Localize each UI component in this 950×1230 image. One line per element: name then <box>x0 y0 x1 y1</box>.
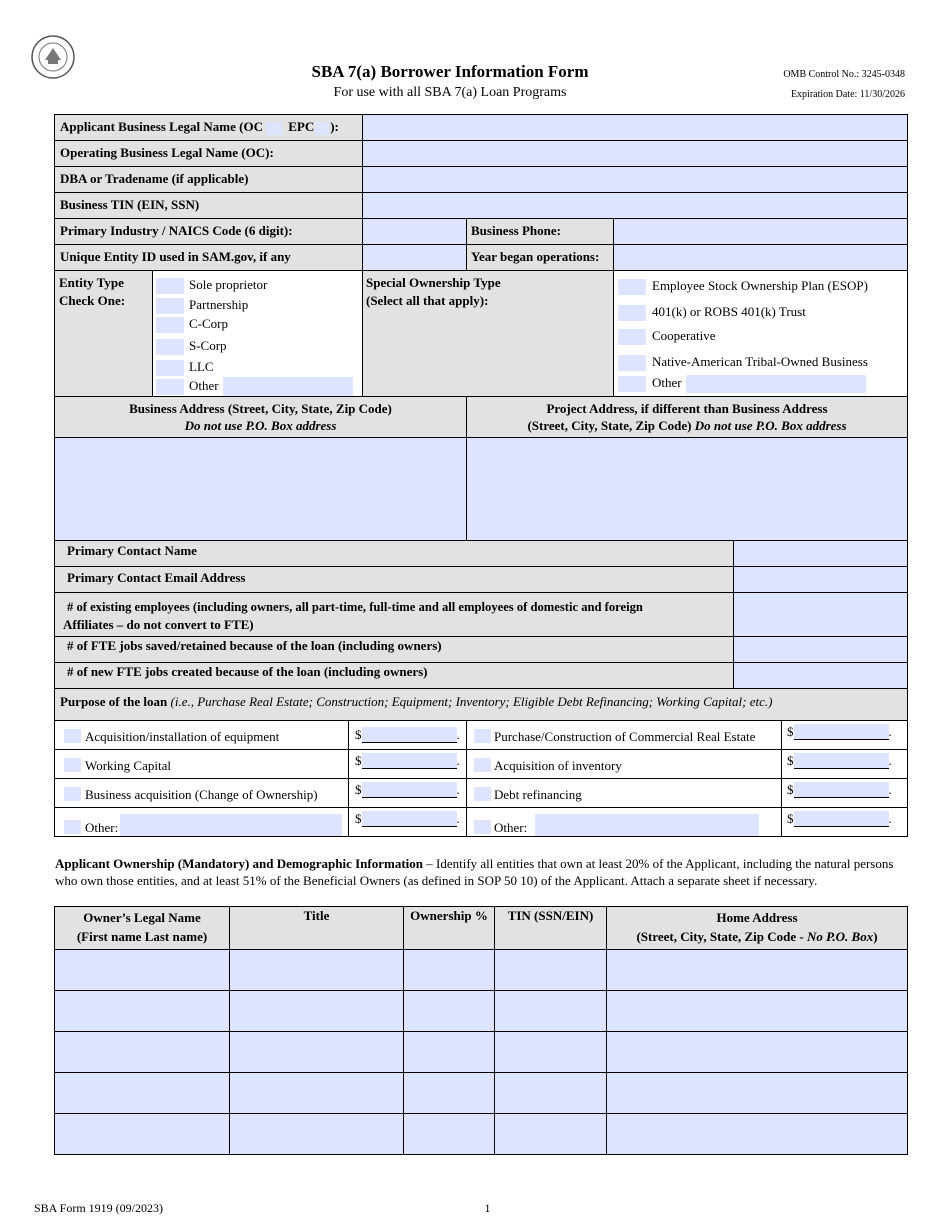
special-ownership-label <box>363 271 614 397</box>
ownership-pct-field[interactable] <box>404 950 495 991</box>
owner-name-header <box>55 907 230 950</box>
entity-option-ccorp[interactable] <box>156 316 228 333</box>
amount-working-capital[interactable] <box>362 753 457 769</box>
owner-title-field[interactable] <box>230 1032 404 1073</box>
purpose-business-acquisition[interactable] <box>55 779 349 808</box>
entity-option-partnership[interactable] <box>156 297 248 314</box>
uei-field[interactable] <box>363 245 467 271</box>
checkbox[interactable] <box>64 729 81 743</box>
amount-equipment-cell: $ . <box>349 721 467 750</box>
purpose-other-right-field[interactable] <box>535 814 759 836</box>
purpose-equipment[interactable] <box>55 721 349 750</box>
legal-name-text-end: ): <box>330 119 339 134</box>
epc-checkbox[interactable] <box>315 122 329 135</box>
currency-symbol: $ <box>355 753 362 768</box>
home-address-field[interactable] <box>607 1114 908 1155</box>
amount-business-acquisition[interactable] <box>362 782 457 798</box>
purpose-other-left[interactable] <box>55 808 349 837</box>
option-label: Working Capital <box>85 758 171 773</box>
owner-name-field[interactable] <box>55 1032 230 1073</box>
amount-real-estate[interactable] <box>794 724 889 740</box>
owner-tin-field[interactable] <box>495 1073 607 1114</box>
owner-name-field[interactable] <box>55 1114 230 1155</box>
omb-control: OMB Control No.: 3245-0348 <box>783 69 905 80</box>
existing-employees-line1: # of existing employees (including owners, all part-time, full-time and all employees of domestic and foreign <box>67 600 643 614</box>
owner-row <box>55 991 908 1032</box>
project-address-label <box>467 397 908 438</box>
special-ownership-options <box>614 271 908 397</box>
home-address-field[interactable] <box>607 991 908 1032</box>
sba-seal <box>30 34 76 80</box>
project-address-line2: (Street, City, State, Zip Code) <box>527 418 692 433</box>
checkbox[interactable] <box>156 379 184 395</box>
option-label: Acquisition of inventory <box>494 758 622 773</box>
special-option-other[interactable] <box>618 375 866 393</box>
purpose-other-left-field[interactable] <box>120 814 342 836</box>
contact-table <box>54 540 908 689</box>
option-label: Other <box>189 377 219 393</box>
form-subtitle: For use with all SBA 7(a) Loan Programs <box>333 85 567 100</box>
home-address-field[interactable] <box>607 1073 908 1114</box>
entity-type-label <box>55 271 153 397</box>
checkbox[interactable] <box>474 729 491 743</box>
ownership-pct-field[interactable] <box>404 1032 495 1073</box>
amount-other-right-cell: $ . <box>782 808 908 837</box>
operating-name-field[interactable] <box>363 141 908 167</box>
amount-debt-refinancing[interactable] <box>794 782 889 798</box>
currency-symbol: $ <box>787 782 794 797</box>
entity-type-table <box>54 270 908 397</box>
project-address-field[interactable] <box>467 438 908 543</box>
owner-title-field[interactable] <box>230 991 404 1032</box>
option-label: 401(k) or ROBS 401(k) Trust <box>652 304 806 319</box>
ownership-table <box>54 906 908 1155</box>
owner-name-field[interactable] <box>55 1073 230 1114</box>
loan-purpose-examples: (i.e., Purchase Real Estate; Construction; Equipment; Inventory; Eligible Debt Refinancing; Working Capital; etc.) <box>170 694 773 709</box>
ownership-pct-field[interactable] <box>404 1114 495 1155</box>
loan-purpose-label: Purpose of the loan <box>60 694 168 709</box>
legal-name-field[interactable] <box>363 115 908 141</box>
owner-name-header-line1: Owner’s Legal Name <box>83 910 201 925</box>
existing-employees-line2: Affiliates – do not convert to FTE) <box>63 617 254 632</box>
option-label: C-Corp <box>189 316 228 331</box>
owner-tin-field[interactable] <box>495 1114 607 1155</box>
amount-other-right[interactable] <box>794 811 889 827</box>
checkbox[interactable] <box>156 278 184 294</box>
existing-employees-field[interactable] <box>734 593 908 637</box>
entity-type-line2: Check One: <box>59 293 126 308</box>
loan-purpose-header <box>55 689 908 721</box>
contact-email-label: Primary Contact Email Address <box>55 567 734 593</box>
owner-tin-field[interactable] <box>495 950 607 991</box>
checkbox[interactable] <box>474 758 491 772</box>
form-id: SBA Form 1919 (09/2023) <box>34 1201 164 1215</box>
checkbox[interactable] <box>618 376 646 392</box>
owner-row <box>55 1073 908 1114</box>
entity-option-llc[interactable] <box>156 359 214 376</box>
ownership-pct-field[interactable] <box>404 1073 495 1114</box>
jobs-saved-label: # of FTE jobs saved/retained because of the loan (including owners) <box>55 637 734 663</box>
oc-checkbox[interactable] <box>266 122 282 135</box>
entity-type-line1: Entity Type <box>59 275 124 290</box>
purpose-real-estate[interactable] <box>467 721 782 750</box>
option-label: Other: <box>85 820 119 835</box>
epc-text: EPC <box>288 119 315 134</box>
checkbox[interactable] <box>618 355 646 371</box>
purpose-other-right[interactable] <box>467 808 782 837</box>
business-tin-field[interactable] <box>363 193 908 219</box>
checkbox[interactable] <box>64 787 81 801</box>
amount-other-left-cell: $ . <box>349 808 467 837</box>
uei-label: Unique Entity ID used in SAM.gov, if any <box>55 245 363 271</box>
ownership-pct-header: Ownership % <box>404 907 495 950</box>
year-began-field[interactable] <box>614 245 908 271</box>
purpose-debt-refinancing[interactable] <box>467 779 782 808</box>
entity-other-field[interactable] <box>223 377 353 397</box>
special-option-tribal[interactable] <box>618 354 868 371</box>
owner-tin-field[interactable] <box>495 991 607 1032</box>
home-address-field[interactable] <box>607 950 908 991</box>
owner-row <box>55 950 908 991</box>
currency-symbol: $ <box>355 811 362 826</box>
option-label: Employee Stock Ownership Plan (ESOP) <box>652 278 868 293</box>
legal-name-text: Applicant Business Legal Name (OC <box>60 119 263 134</box>
owner-title-field[interactable] <box>230 1073 404 1114</box>
option-label: Purchase/Construction of Commercial Real Estate <box>494 729 756 744</box>
special-option-401k[interactable] <box>618 304 806 321</box>
ownership-instructions <box>55 855 908 889</box>
amount-inventory-cell: $ . <box>782 750 908 779</box>
currency-symbol: $ <box>787 811 794 826</box>
option-label: Partnership <box>189 297 249 312</box>
amount-inventory[interactable] <box>794 753 889 769</box>
home-address-field[interactable] <box>607 1032 908 1073</box>
expiration-date: Expiration Date: 11/30/2026 <box>790 89 905 100</box>
option-label: Other: <box>494 820 528 835</box>
home-address-header-line2: (Street, City, State, Zip Code - <box>636 929 807 944</box>
owner-title-field[interactable] <box>230 1114 404 1155</box>
business-tin-label: Business TIN (EIN, SSN) <box>55 193 363 219</box>
checkbox[interactable] <box>474 787 491 801</box>
amount-real-estate-cell: $ . <box>782 721 908 750</box>
project-address-line1: Project Address, if different than Business Address <box>546 401 828 416</box>
owner-title-field[interactable] <box>230 950 404 991</box>
owner-tin-field[interactable] <box>495 1032 607 1073</box>
naics-field[interactable] <box>363 219 467 245</box>
jobs-created-field[interactable] <box>734 663 908 689</box>
purpose-working-capital[interactable] <box>55 750 349 779</box>
business-address-line1: Business Address (Street, City, State, Zip Code) <box>129 401 392 416</box>
special-option-esop[interactable] <box>618 278 868 295</box>
checkbox[interactable] <box>64 758 81 772</box>
owner-title-header: Title <box>230 907 404 950</box>
owner-row <box>55 1032 908 1073</box>
ownership-pct-field[interactable] <box>404 991 495 1032</box>
checkbox[interactable] <box>156 317 184 333</box>
option-label: Business acquisition (Change of Ownership) <box>85 787 318 802</box>
option-label: Acquisition/installation of equipment <box>85 729 280 744</box>
contact-name-label: Primary Contact Name <box>55 541 734 567</box>
option-label: LLC <box>189 359 214 374</box>
option-label: Native-American Tribal-Owned Business <box>652 354 868 369</box>
checkbox[interactable] <box>156 339 184 355</box>
checkbox[interactable] <box>156 360 184 376</box>
home-address-header-close: ) <box>873 929 878 944</box>
purpose-inventory[interactable] <box>467 750 782 779</box>
special-option-cooperative[interactable] <box>618 328 716 345</box>
contact-email-field[interactable] <box>734 567 908 593</box>
year-began-label: Year began operations: <box>467 245 614 271</box>
entity-type-options <box>153 271 363 397</box>
amount-equipment[interactable] <box>362 727 457 743</box>
owner-name-header-line2: (First name Last name) <box>76 929 208 944</box>
checkbox[interactable] <box>156 298 184 314</box>
contact-name-field[interactable] <box>734 541 908 567</box>
business-address-label <box>55 397 467 438</box>
checkbox[interactable] <box>474 820 491 834</box>
legal-name-label <box>55 115 363 141</box>
checkbox[interactable] <box>618 279 646 295</box>
owner-name-field[interactable] <box>55 950 230 991</box>
special-other-field[interactable] <box>686 375 866 393</box>
amount-other-left[interactable] <box>362 811 457 827</box>
owner-row <box>55 1114 908 1155</box>
entity-option-other[interactable] <box>156 377 353 397</box>
entity-option-scorp[interactable] <box>156 338 227 355</box>
entity-option-sole[interactable] <box>156 277 267 294</box>
business-address-line2: Do not use P.O. Box address <box>184 418 337 433</box>
business-address-field[interactable] <box>55 438 467 543</box>
jobs-saved-field[interactable] <box>734 637 908 663</box>
address-table <box>54 396 908 543</box>
option-label: Cooperative <box>652 328 716 343</box>
special-ownership-line1: Special Ownership Type <box>366 275 501 290</box>
form-title: SBA 7(a) Borrower Information Form <box>311 62 589 81</box>
jobs-created-label: # of new FTE jobs created because of the loan (including owners) <box>55 663 734 689</box>
ownership-text: – Identify all entities that own at least 20% of the Applicant, including the natural persons who own those entities, and at least 51% of the Beneficial Owners (as defined in SOP 50 10) of the Applicant. Attach a separate sheet if necessary. <box>55 856 894 888</box>
business-info-table <box>54 114 908 271</box>
checkbox[interactable] <box>618 329 646 345</box>
currency-symbol: $ <box>355 727 362 742</box>
business-phone-label: Business Phone: <box>467 219 614 245</box>
currency-symbol: $ <box>355 782 362 797</box>
home-address-header <box>607 907 908 950</box>
loan-purpose-table <box>54 688 908 837</box>
currency-symbol: $ <box>787 753 794 768</box>
project-address-line2-italic: Do not use P.O. Box address <box>694 418 847 433</box>
existing-employees-label <box>55 593 734 637</box>
home-address-header-line1: Home Address <box>716 910 798 925</box>
owner-name-field[interactable] <box>55 991 230 1032</box>
amount-business-acquisition-cell: $ . <box>349 779 467 808</box>
option-label: S-Corp <box>189 338 227 353</box>
amount-working-capital-cell: $ . <box>349 750 467 779</box>
page-number: 1 <box>484 1201 491 1215</box>
naics-label: Primary Industry / NAICS Code (6 digit): <box>55 219 363 245</box>
business-phone-field[interactable] <box>614 219 908 245</box>
checkbox[interactable] <box>618 305 646 321</box>
currency-symbol: $ <box>787 724 794 739</box>
option-label: Debt refinancing <box>494 787 582 802</box>
owner-tin-header: TIN (SSN/EIN) <box>495 907 607 950</box>
home-address-header-nopobox: No P.O. Box <box>806 929 874 944</box>
option-label: Sole proprietor <box>189 277 268 292</box>
dba-field[interactable] <box>363 167 908 193</box>
special-ownership-line2: (Select all that apply): <box>366 293 489 308</box>
dba-label: DBA or Tradename (if applicable) <box>55 167 363 193</box>
option-label: Other <box>652 375 682 390</box>
ownership-heading: Applicant Ownership (Mandatory) and Demographic Information <box>55 856 423 871</box>
amount-debt-refinancing-cell: $ . <box>782 779 908 808</box>
checkbox[interactable] <box>64 820 81 834</box>
operating-name-label: Operating Business Legal Name (OC): <box>55 141 363 167</box>
